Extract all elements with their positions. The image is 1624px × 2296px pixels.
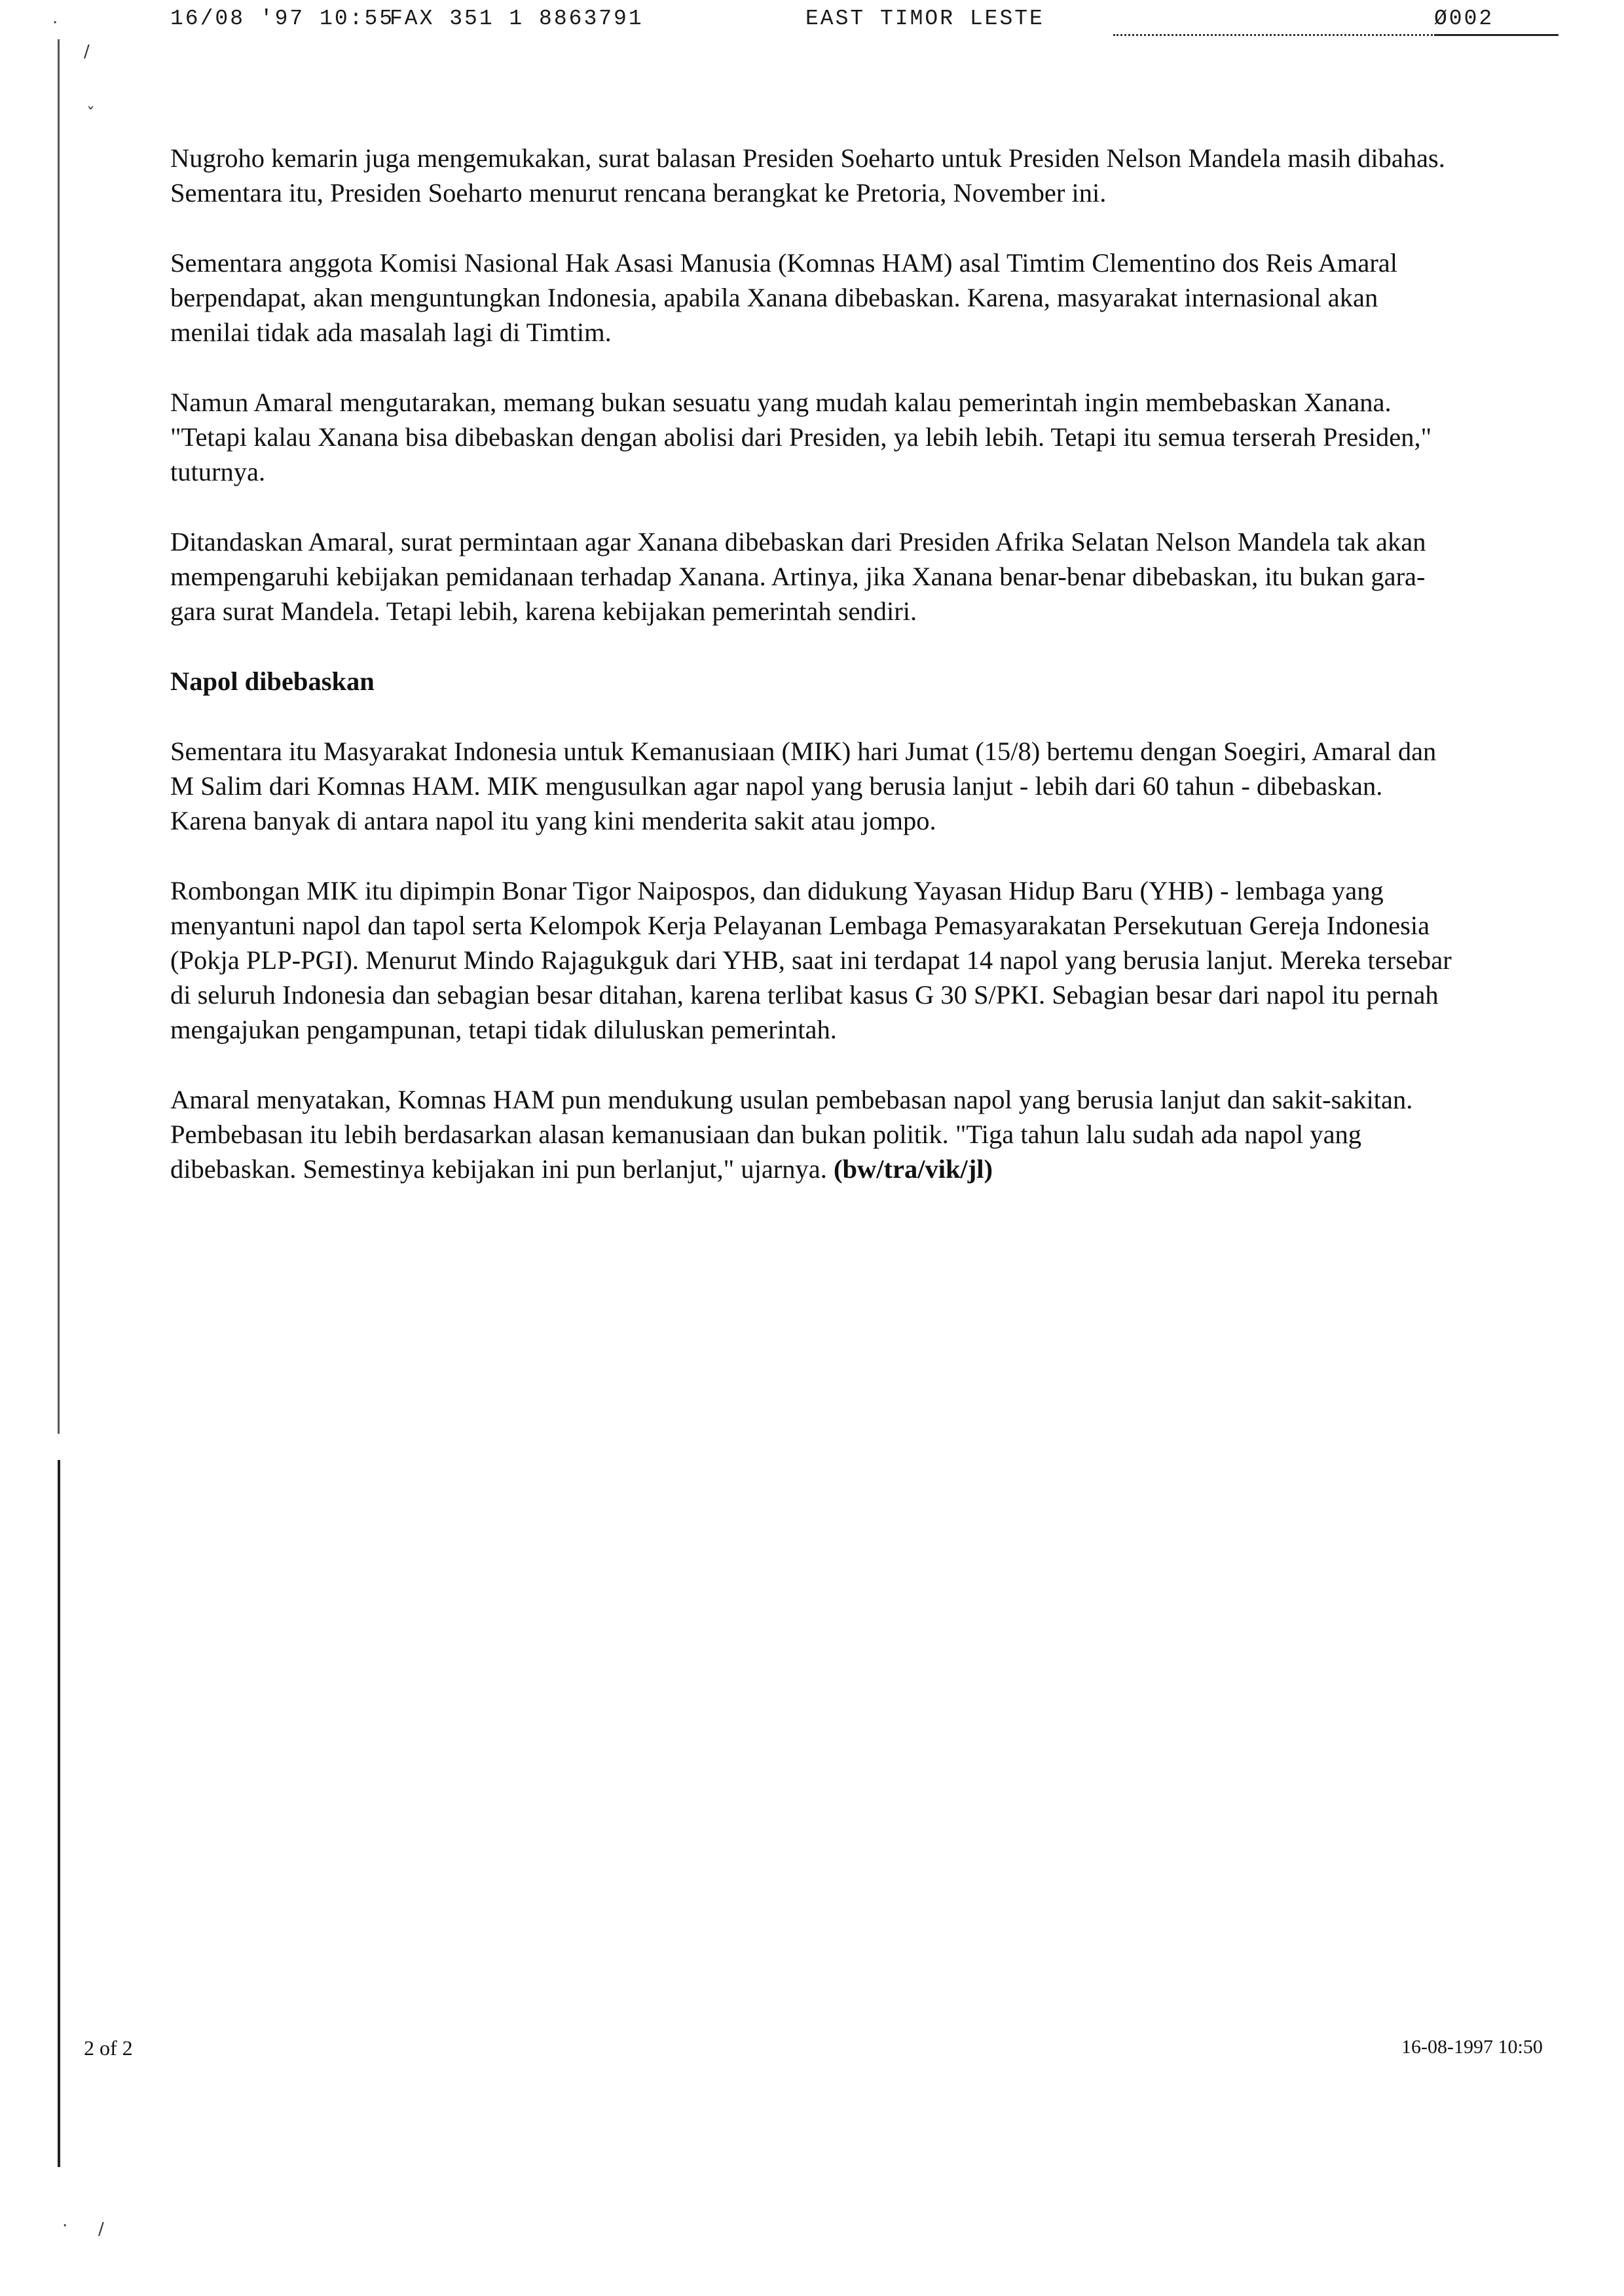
scan-margin-line-lower bbox=[58, 1460, 60, 2167]
scan-speck: · bbox=[62, 2216, 68, 2236]
fax-page-marker: Ø002 bbox=[1434, 7, 1494, 31]
article-paragraph-text: Amaral menyatakan, Komnas HAM pun mendukung usulan pembebasan napol yang berusia lanjut dan sakit-sakitan. Pembebasan itu lebih berdasarkan alasan kemanusiaan dan bukan politik. "Tiga tahun lalu sudah ada napol yang dibebaskan. Semestinya kebijakan ini pun berlanjut," ujarnya. bbox=[170, 1085, 1413, 1184]
article-paragraph: Namun Amaral mengutarakan, memang bukan sesuatu yang mudah kalau pemerintah ingin membebaskan Xanana. "Tetapi kalau Xanana bisa dibebaskan dengan abolisi dari Presiden, ya lebih lebih. Tetapi itu semua terserah Presiden," tuturnya. bbox=[170, 388, 1432, 486]
scan-speck: / bbox=[98, 2219, 104, 2239]
article-paragraph: Sementara anggota Komisi Nasional Hak Asasi Manusia (Komnas HAM) asal Timtim Clementino dos Reis Amaral berpendapat, akan menguntungkan Indonesia, apabila Xanana dibebaskan. Karena, masyarakat internasional akan menilai tidak ada masalah lagi di Timtim. bbox=[170, 248, 1398, 347]
footer-page-count: 2 of 2 bbox=[84, 2036, 133, 2060]
fax-header-rule-tail bbox=[1434, 34, 1559, 36]
article-paragraph: Rombongan MIK itu dipimpin Bonar Tigor Naipospos, dan didukung Yayasan Hidup Baru (YHB) - lembaga yang menyantuni napol dan tapol serta Kelompok Kerja Pelayanan Lembaga Pemasyarakatan Persekutuan Gereja Indonesia (Pokja PLP-PGI). Menurut Mindo Rajagukguk dari YHB, saat ini terdapat 14 napol yang berusia lanjut. Mereka tersebar di seluruh Indonesia dan sebagian besar ditahan, karena terlibat kasus G 30 S/PKI. Sebagian besar dari napol itu pernah mengajukan pengampunan, tetapi tidak diluluskan pemerintah. bbox=[170, 876, 1452, 1044]
article-paragraph: Sementara itu Masyarakat Indonesia untuk Kemanusiaan (MIK) hari Jumat (15/8) bertemu dengan Soegiri, Amaral dan M Salim dari Komnas HAM. MIK mengusulkan agar napol yang berusia lanjut - lebih dari 60 tahun - dibebaskan. Karena banyak di antara napol itu yang kini menderita sakit atau jompo. bbox=[170, 737, 1437, 835]
article-paragraph: Nugroho kemarin juga mengemukakan, surat balasan Presiden Soeharto untuk Presiden Nelson Mandela masih dibahas. Sementara itu, Presiden Soeharto menurut rencana berangkat ke Pretoria, November ini. bbox=[170, 143, 1445, 208]
scan-margin-line-upper bbox=[58, 39, 60, 1434]
footer-timestamp: 16-08-1997 10:50 bbox=[1401, 2036, 1543, 2058]
article-paragraph-final bbox=[170, 1082, 1454, 1186]
byline: (bw/tra/vik/jl) bbox=[834, 1154, 993, 1184]
fax-datetime: 16/08 '97 10:55 bbox=[170, 7, 395, 31]
scan-speck: / bbox=[84, 42, 90, 62]
section-heading: Napol dibebaskan bbox=[170, 666, 375, 696]
fax-number: FAX 351 1 8863791 bbox=[390, 7, 644, 31]
scan-speck: ˇ bbox=[86, 105, 95, 124]
article-body bbox=[170, 141, 1454, 1222]
scan-speck: · bbox=[52, 13, 58, 33]
fax-destination: EAST TIMOR LESTE bbox=[805, 7, 1044, 31]
article-paragraph: Ditandaskan Amaral, surat permintaan agar Xanana dibebaskan dari Presiden Afrika Selatan Nelson Mandela tak akan mempengaruhi kebijakan pemidanaan terhadap Xanana. Artinya, jika Xanana benar-benar dibebaskan, itu bukan gara-gara surat Mandela. Tetapi lebih, karena kebijakan pemerintah sendiri. bbox=[170, 527, 1426, 626]
